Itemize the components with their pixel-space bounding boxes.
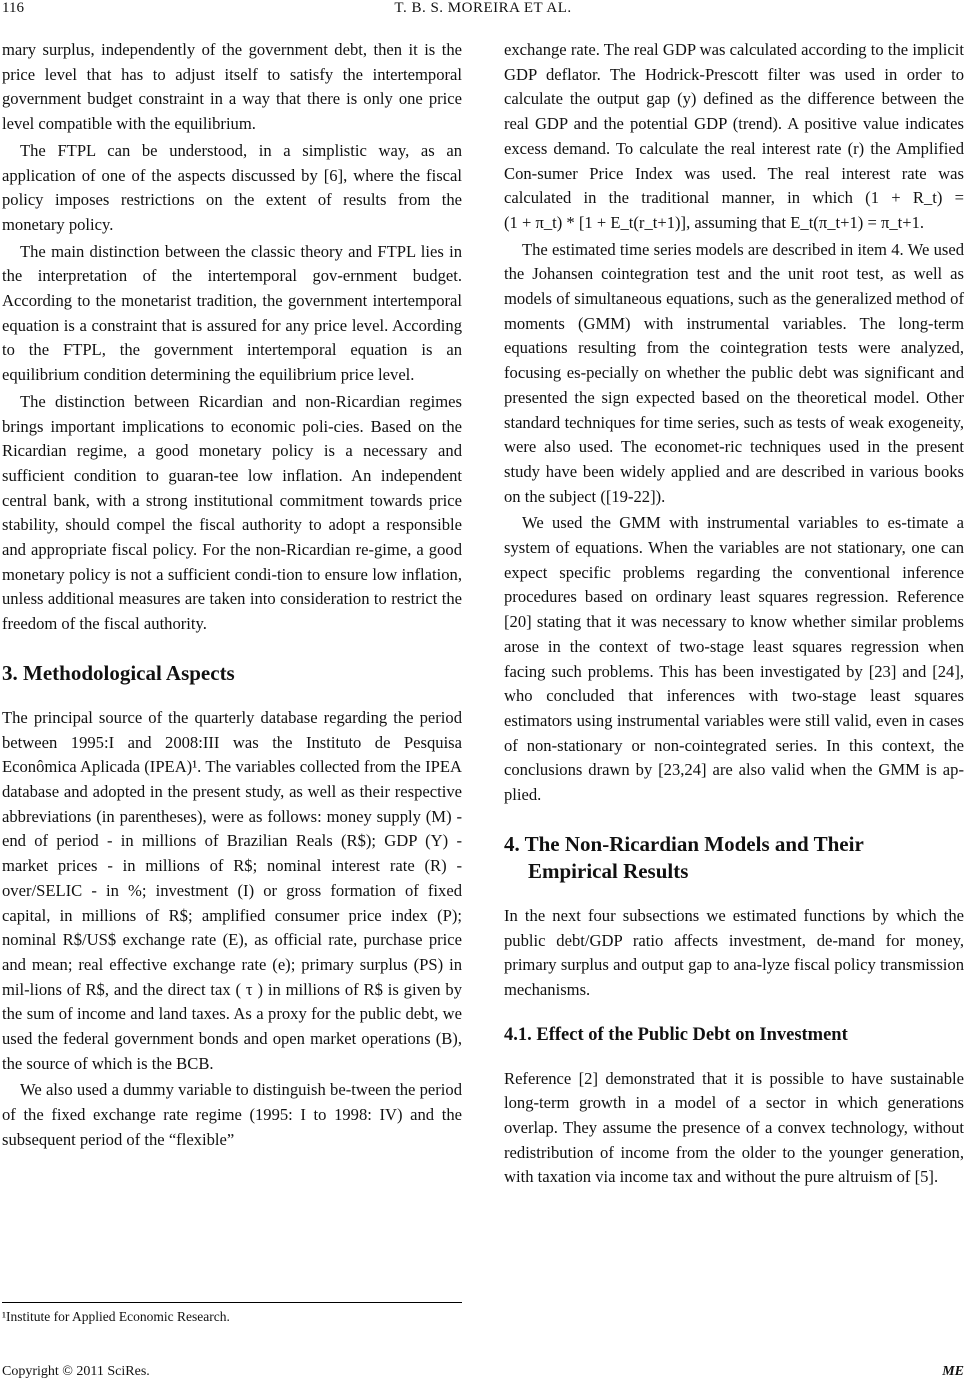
copyright-notice: Copyright © 2011 SciRes.	[2, 1364, 150, 1379]
paragraph: The principal source of the quarterly database regarding the period between 1995:I and 2008:III was the Instituto de Pesquisa Econômica Aplicada (IPEA)¹. The variables collected from the IPEA database and adopted in the present study, as well as their respective abbreviations (in parentheses), were as follows: money supply (M) - end of period - in millions of Brazilian Reals (R$); GDP (Y) - market prices - in millions of R$; nominal interest rate (R) - over/SELIC - in %; investment (I) or gross formation of fixed capital, in millions of R$; amplified consumer price index (P); nominal R$/US$ exchange rate (E), as official rate, purchase price and mean; real effective exchange rate (e); primary surplus (PS) in mil-lions of R$, and the direct tax ( τ ) in millions of R$ is given by the sum of income and land taxes. As a proxy for the public debt, we used the federal government bonds and open market operations (B), the source of which is the BCB.	[2, 707, 462, 1073]
section-heading-line: 4. The Non-Ricardian Models and Their	[504, 831, 864, 856]
equation: (1 + π_t) * [1 + E_t(r_t+1)]	[504, 212, 687, 232]
running-title: T. B. S. MOREIRA ET AL.	[394, 0, 572, 16]
page-header	[0, 0, 966, 28]
footnote: ¹Institute for Applied Economic Research.	[2, 1309, 230, 1324]
paragraph: The FTPL can be understood, in a simplistic way, as an application of one of the aspects discussed by [6], where the fiscal policy imposes restrictions on the extent of results from the monetary policy.	[2, 140, 462, 234]
paragraph: exchange rate. The real GDP was calculated according to the implicit GDP deflator. The Hodrick-Prescott filter was used in order to calculate the output gap (y) defined as the difference between the real GDP and the potential GDP (trend). A positive value indicates excess demand. To calculate the real interest rate (r) the Amplified Con-sumer Price Index was used. The real interest rate was calculated in the traditional manner, in which (1 + R_t) = (1 + π_t) * [1 + E_t(r_t+1)], assuming that E_t(π_t+1) = π_t+1.	[504, 40, 964, 232]
paragraph: In the next four subsections we estimated functions by which the public debt/GDP ratio affects investment, de-mand for money, primary surplus and output gap to ana-lyze fiscal policy transmission mechanisms.	[504, 905, 964, 999]
page-number: 116	[2, 0, 24, 16]
paragraph: We also used a dummy variable to distinguish be-tween the period of the fixed exchange rate regime (1995: I to 1998: IV) and the subsequent period of the “flexible”	[2, 1080, 462, 1149]
paragraph: We used the GMM with instrumental variables to es-timate a system of equations. When the variables are not stationary, one can expect specific problems regarding the conventional inference procedures based on ordinary least squares regression. Reference [20] stating that it was necessary to know whether similar problems arose in the context of two-stage least squares regression when facing such problems. This has been investigated by [23] and [24], who concluded that inferences with two-stage least squares estimators using instrumental variables were still valid, even in cases of non-stationary or non-cointegrated series. In this context, the conclusions drawn by [23,24] are also valid when the GMM is ap-plied.	[504, 513, 964, 805]
paragraph: Reference [2] demonstrated that it is possible to have sustainable long-term growth in a model of a sector in which generations overlap. They assume the presence of a convex technology, without redistribution of income from the older to the younger generation, with taxation via income tax and without the pure altruism of [5].	[504, 1068, 964, 1187]
paragraph-text: exchange rate. The real GDP was calculated according to the implicit GDP deflator. The Hodrick-Prescott filter was used in order to calculate the output gap (y) defined as the difference between the real GDP and the potential GDP (trend). A positive value indicates excess demand. To calculate the real interest rate (r) the Amplified Con-sumer Price Index was used. The real interest rate was calculated in the traditional manner, in which	[504, 40, 964, 208]
subsection-heading: 4.1. Effect of the Public Debt on Investment	[504, 1024, 848, 1045]
paragraph: The estimated time series models are described in item 4. We used the Johansen cointegration test and the unit root test, as well as models of simultaneous equations, such as the generalized method of moments (GMM) with instrumental variables. The long-term equations resulting from the cointegration tests were analyzed, focusing es-pecially on whether the public debt was significant and presented the sign expected based on the theoretical model. Other standard techniques for time series, such as tests of weak exogeneity, were also used. The economet-ric techniques used in the present study have been widely applied and are described in various books on the subject ([19-22]).	[504, 239, 964, 506]
section-heading-line: Empirical Results	[528, 858, 689, 883]
left-column	[2, 38, 462, 1153]
paragraph: The main distinction between the classic theory and FTPL lies in the interpretation of the intertemporal gov-ernment budget. According to the monetarist tradition, the government intertemporal equation is a constraint that is assured for any price level. According to the FTPL, the government intertemporal equation is an equilibrium condition determining the equilibrium price level.	[2, 241, 462, 385]
equation: E_t(π_t+1) = π_t+1	[790, 212, 920, 232]
equation: (1 + R_t) =	[865, 188, 964, 208]
footnote-divider	[2, 1302, 462, 1303]
section-heading: 3. Methodological Aspects	[2, 660, 235, 685]
journal-abbreviation: ME	[942, 1364, 964, 1379]
paragraph-text: , assuming that	[686, 212, 787, 232]
section-heading	[504, 831, 964, 885]
right-column	[504, 38, 964, 1190]
paragraph: The distinction between Ricardian and non-Ricardian regimes brings important implications to economic poli-cies. Based on the Ricardian regime, a good monetary policy is a necessary and sufficient condition to guaran-tee low inflation. An independent central bank, with a strong institutional commitment towards price stability, should compel the fiscal authority to adopt a responsible and appropriate fiscal policy. For the non-Ricardian re-gime, a good monetary policy is not a sufficient condi-tion to ensure low inflation, unless additional measures are taken into consideration to restrict the freedom of the fiscal authority.	[2, 391, 462, 634]
paragraph: mary surplus, independently of the government debt, then it is the price level that has to adjust itself to satisfy the intertemporal government budget constraint in a way that there is only one price level compatible with the equilibrium.	[2, 40, 462, 134]
